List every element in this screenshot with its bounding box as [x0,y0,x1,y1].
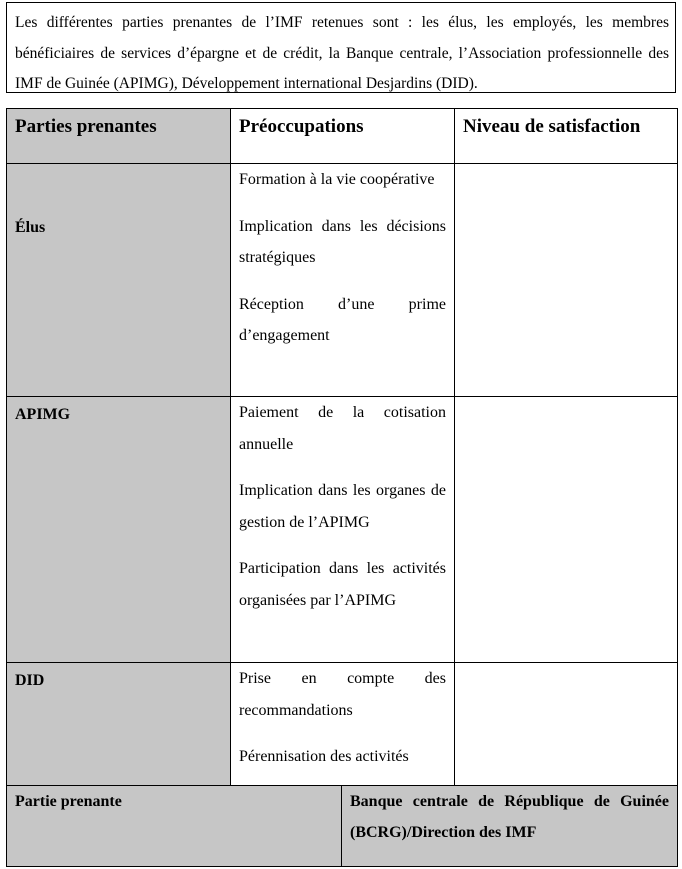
concern-item: Paiement de la cotisation annuelle [239,404,446,453]
satisfaction-cell-did [455,663,678,788]
table-row-elus [7,164,678,397]
concerns-cell-elus [231,164,455,397]
intro-paragraph-box [6,2,676,93]
header-preoccupations: Préoccupations [231,109,455,164]
footer-table [6,785,678,867]
party-cell-apimg [7,397,231,663]
concern-item: Formation à la vie coopérative [239,171,435,188]
footer-label-cell: Partie prenante [7,786,342,867]
table-row-apimg [7,397,678,663]
party-name: DID [15,672,45,689]
concern-item: Implication dans les décisions stratégiques [239,217,446,266]
satisfaction-cell-elus [455,164,678,397]
table-row-did [7,663,678,788]
intro-text: Les différentes parties prenantes de l’IMF retenues sont : les élus, les employés, les membres bénéficiaires de services d’épargne et de crédit, la Banque centrale, l’Association professionnelle des IMF de Guinée (APIMG), Développement international Desjardins (DID). [15,14,669,92]
party-cell-elus [7,164,231,397]
footer-row [7,786,678,867]
header-niveau-satisfaction: Niveau de satisfaction [455,109,678,164]
concern-item: Pérennisation des activités [239,748,409,765]
party-cell-did [7,663,231,788]
party-name: Élus [15,219,46,236]
party-name: APIMG [15,406,71,423]
footer-value-cell: Banque centrale de République de Guinée (BCRG)/Direction des IMF [342,786,678,867]
concern-item: Participation dans les activités organisées par l’APIMG [239,560,446,609]
concern-item: Implication dans les organes de gestion de l’APIMG [239,482,446,531]
concerns-cell-did [231,663,455,788]
header-parties-prenantes: Parties prenantes [7,109,231,164]
concern-item: Prise en compte des recommandations [239,670,446,719]
concern-item: Réception d’une prime d’engagement [239,295,446,344]
table-header-row [7,109,678,164]
concerns-cell-apimg [231,397,455,663]
stakeholders-table [6,108,678,788]
satisfaction-cell-apimg [455,397,678,663]
